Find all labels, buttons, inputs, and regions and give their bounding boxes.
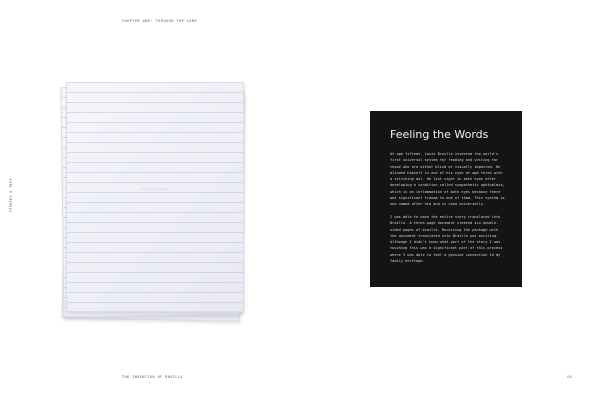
text-panel (370, 111, 522, 287)
paragraph: At age fifteen, Louis Braille invented the world's first universal system for reading and writing for those who are either blind or visually impaired. He blinded himself in one of his eyes at age three with a stitching awl. He lost sight in both eyes after developing a condition called sympathetic ophthalmia, which is an inflammation of both eyes because there was significant trauma to one of them. This system is now named after him and is used universally. (390, 152, 505, 207)
side-tab-label: STORIES & TEXT (9, 178, 13, 212)
paragraph: I was able to have the entire story translated into Braille. A three-page document created six double-sided pages of braille. Receiving the package with the document translated into Braille was exciting. Although I didn't know what part of the story I was touching this was a significant part of this process where I was able to feel a genuine connection to my family heritage. (390, 214, 503, 264)
running-head: CHAPTER ONE: THROUGH THE LENS (122, 19, 198, 23)
embossed-braille-caption: braille pages (141, 187, 171, 191)
panel-title: Feeling the Words (390, 128, 489, 141)
braille-paper-photo (60, 82, 250, 322)
panel-body (390, 151, 506, 271)
braille-sheet-front (66, 82, 244, 312)
page-number: XX (567, 375, 573, 379)
footer-title: THE INVENTION OF BRAILLE (122, 375, 183, 379)
